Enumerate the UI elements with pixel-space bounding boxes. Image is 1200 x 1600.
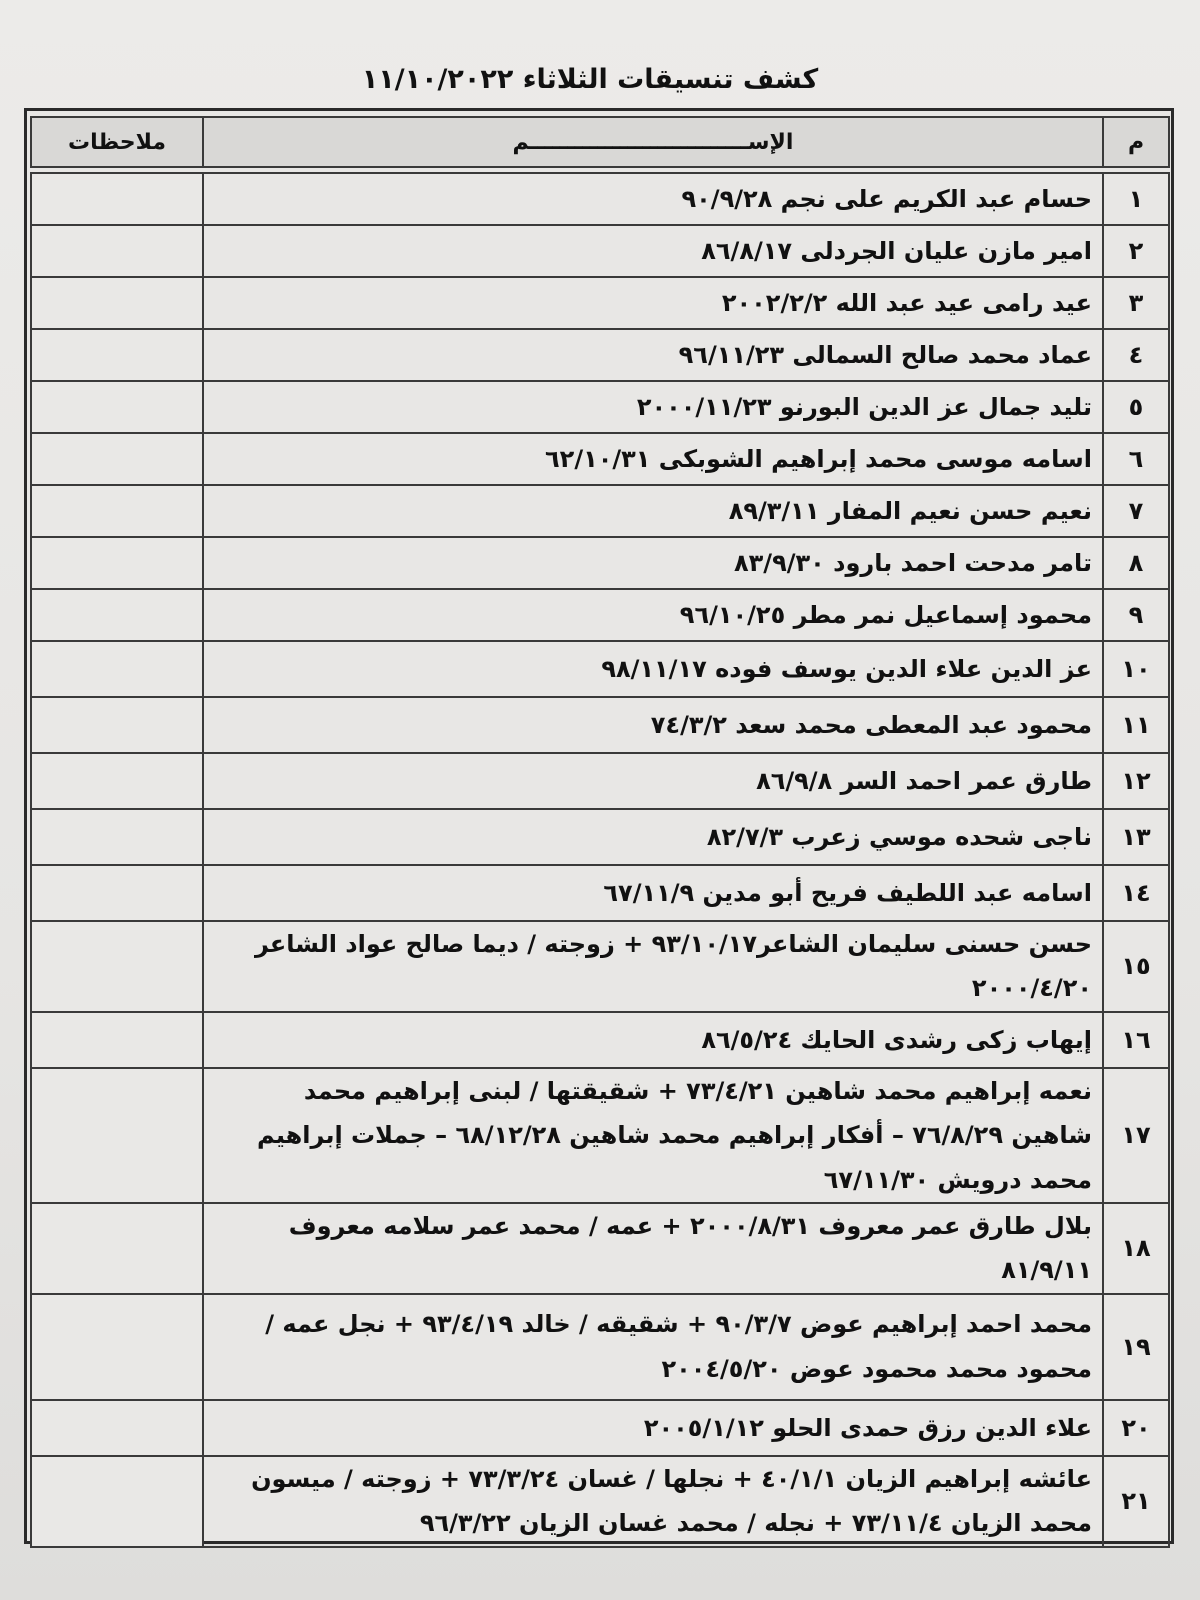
row-number: ١٠ — [1103, 641, 1169, 697]
header-name: الإســـــــــــــــــــــــــــــم — [203, 117, 1103, 167]
row-number: ١٤ — [1103, 865, 1169, 921]
row-notes — [31, 1294, 203, 1400]
table-row — [31, 641, 1169, 697]
row-number: ١٦ — [1103, 1012, 1169, 1068]
row-number: ٤ — [1103, 329, 1169, 381]
table-row — [31, 381, 1169, 433]
row-notes — [31, 485, 203, 537]
row-notes — [31, 589, 203, 641]
table-row — [31, 1456, 1169, 1547]
table-header-row — [31, 117, 1169, 167]
row-name: محمد احمد إبراهيم عوض ٩٠/٣/٧ + شقيقه / خالد ٩٣/٤/١٩ + نجل عمه / محمود محمد محمود عوض ٢٠٠٤/٥/٢٠ — [203, 1294, 1103, 1400]
row-number: ٥ — [1103, 381, 1169, 433]
row-notes — [31, 433, 203, 485]
row-notes — [31, 865, 203, 921]
row-name: اسامه عبد اللطيف فريح أبو مدين ٦٧/١١/٩ — [203, 865, 1103, 921]
row-name: تليد جمال عز الدين البورنو ٢٠٠٠/١١/٢٣ — [203, 381, 1103, 433]
row-name: عيد رامى عيد عبد الله ٢٠٠٢/٢/٢ — [203, 277, 1103, 329]
row-number: ١٢ — [1103, 753, 1169, 809]
row-notes — [31, 1068, 203, 1203]
row-number: ٨ — [1103, 537, 1169, 589]
row-name: محمود إسماعيل نمر مطر ٩٦/١٠/٢٥ — [203, 589, 1103, 641]
table-row — [31, 865, 1169, 921]
row-number: ١٣ — [1103, 809, 1169, 865]
table-row — [31, 329, 1169, 381]
header-notes: ملاحظات — [31, 117, 203, 167]
row-notes — [31, 225, 203, 277]
table-row — [31, 277, 1169, 329]
row-name: عماد محمد صالح السمالى ٩٦/١١/٢٣ — [203, 329, 1103, 381]
row-number: ٢١ — [1103, 1456, 1169, 1547]
row-name: محمود عبد المعطى محمد سعد ٧٤/٣/٢ — [203, 697, 1103, 753]
table-row — [31, 697, 1169, 753]
row-notes — [31, 641, 203, 697]
table-row — [31, 1400, 1169, 1456]
row-name: بلال طارق عمر معروف ٢٠٠٠/٨/٣١ + عمه / محمد عمر سلامه معروف ٨١/٩/١١ — [203, 1203, 1103, 1294]
row-number: ٣ — [1103, 277, 1169, 329]
row-name: طارق عمر احمد السر ٨٦/٩/٨ — [203, 753, 1103, 809]
row-notes — [31, 173, 203, 225]
document-title: كشف تنسيقات الثلاثاء ١١/١٠/٢٠٢٢ — [361, 64, 819, 95]
row-number: ١٨ — [1103, 1203, 1169, 1294]
row-number: ٢ — [1103, 225, 1169, 277]
table-row — [31, 485, 1169, 537]
table-row — [31, 753, 1169, 809]
row-name: امير مازن عليان الجردلى ٨٦/٨/١٧ — [203, 225, 1103, 277]
row-name: نعمه إبراهيم محمد شاهين ٧٣/٤/٢١ + شقيقتها / لبنى إبراهيم محمد شاهين ٧٦/٨/٢٩ – أفكار إبراهيم محمد شاهين ٦٨/١٢/٢٨ – جملات إبراهيم محمد درويش ٦٧/١١/٣٠ — [203, 1068, 1103, 1203]
row-number: ٢٠ — [1103, 1400, 1169, 1456]
row-notes — [31, 921, 203, 1012]
row-name: نعيم حسن نعيم المفار ٨٩/٣/١١ — [203, 485, 1103, 537]
table-row — [31, 433, 1169, 485]
row-name: علاء الدين رزق حمدى الحلو ٢٠٠٥/١/١٢ — [203, 1400, 1103, 1456]
row-notes — [31, 1203, 203, 1294]
table-row — [31, 589, 1169, 641]
table-row — [31, 1068, 1169, 1203]
row-notes — [31, 537, 203, 589]
row-number: ١١ — [1103, 697, 1169, 753]
table-row — [31, 1294, 1169, 1400]
row-name: عز الدين علاء الدين يوسف فوده ٩٨/١١/١٧ — [203, 641, 1103, 697]
row-name: ناجى شحده موسي زعرب ٨٢/٧/٣ — [203, 809, 1103, 865]
row-notes — [31, 809, 203, 865]
roster-table — [30, 116, 1170, 1548]
row-notes — [31, 753, 203, 809]
row-number: ٩ — [1103, 589, 1169, 641]
row-number: ١٧ — [1103, 1068, 1169, 1203]
row-name: حسام عبد الكريم على نجم ٩٠/٩/٢٨ — [203, 173, 1103, 225]
table-row — [31, 921, 1169, 1012]
row-number: ١٥ — [1103, 921, 1169, 1012]
table-row — [31, 225, 1169, 277]
row-notes — [31, 1456, 203, 1547]
row-name: عائشه إبراهيم الزيان ٤٠/١/١ + نجلها / غسان ٧٣/٣/٢٤ + زوجته / ميسون محمد الزيان ٧٣/١١/٤ + نجله / محمد غسان الزيان ٩٦/٣/٢٢ — [203, 1456, 1103, 1547]
row-number: ٧ — [1103, 485, 1169, 537]
header-number: م — [1103, 117, 1169, 167]
row-name: إيهاب زكى رشدى الحايك ٨٦/٥/٢٤ — [203, 1012, 1103, 1068]
row-notes — [31, 697, 203, 753]
table-row — [31, 1203, 1169, 1294]
row-number: ١ — [1103, 173, 1169, 225]
row-number: ١٩ — [1103, 1294, 1169, 1400]
row-notes — [31, 1400, 203, 1456]
row-name: تامر مدحت احمد بارود ٨٣/٩/٣٠ — [203, 537, 1103, 589]
row-number: ٦ — [1103, 433, 1169, 485]
table-row — [31, 1012, 1169, 1068]
row-notes — [31, 1012, 203, 1068]
row-name: اسامه موسى محمد إبراهيم الشوبكى ٦٢/١٠/٣١ — [203, 433, 1103, 485]
row-notes — [31, 329, 203, 381]
row-notes — [31, 277, 203, 329]
row-notes — [31, 381, 203, 433]
row-name: حسن حسنى سليمان الشاعر٩٣/١٠/١٧ + زوجته / ديما صالح عواد الشاعر ٢٠٠٠/٤/٢٠ — [203, 921, 1103, 1012]
table-row — [31, 537, 1169, 589]
table-row — [31, 173, 1169, 225]
table-row — [31, 809, 1169, 865]
